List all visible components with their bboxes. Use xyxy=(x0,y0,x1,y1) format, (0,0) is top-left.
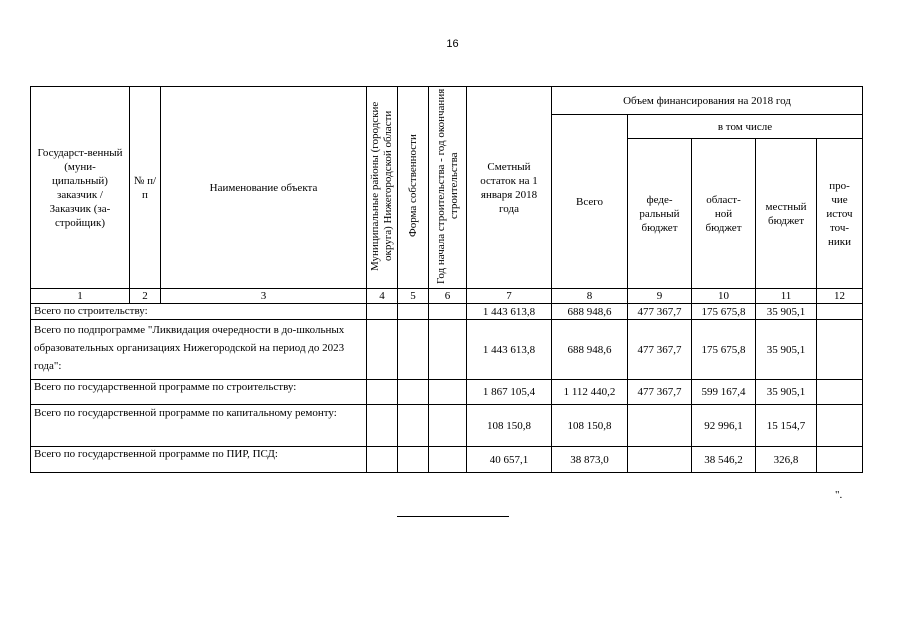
column-number: 3 xyxy=(161,289,367,304)
header-districts-cell xyxy=(367,87,398,289)
header-other: про-чие источ точ-ники xyxy=(817,139,863,289)
column-number: 8 xyxy=(552,289,628,304)
empty-cell xyxy=(367,304,398,320)
header-ownership-cell xyxy=(398,87,429,289)
column-number: 2 xyxy=(130,289,161,304)
empty-cell xyxy=(429,447,467,473)
header-years-cell xyxy=(429,87,467,289)
column-number: 5 xyxy=(398,289,429,304)
cell-regional: 175 675,8 xyxy=(692,304,756,320)
cell-regional: 92 996,1 xyxy=(692,405,756,447)
cell-estimate: 40 657,1 xyxy=(467,447,552,473)
header-federal: феде-ральный бюджет xyxy=(628,139,692,289)
empty-cell xyxy=(429,405,467,447)
header-customer: Государст-венный (муни-ципальный) заказчик / Заказчик (за-стройщик) xyxy=(31,87,130,289)
cell-other xyxy=(817,447,863,473)
empty-cell xyxy=(367,380,398,405)
table-row xyxy=(31,447,863,473)
column-number: 12 xyxy=(817,289,863,304)
cell-local: 35 905,1 xyxy=(756,304,817,320)
header-local: местный бюджет xyxy=(756,139,817,289)
cell-estimate: 108 150,8 xyxy=(467,405,552,447)
header-regional: област-ной бюджет xyxy=(692,139,756,289)
empty-cell xyxy=(367,320,398,380)
empty-cell xyxy=(398,304,429,320)
cell-total: 688 948,6 xyxy=(552,320,628,380)
column-number: 6 xyxy=(429,289,467,304)
cell-total: 688 948,6 xyxy=(552,304,628,320)
cell-federal: 477 367,7 xyxy=(628,320,692,380)
empty-cell xyxy=(429,380,467,405)
header-number: № п/п xyxy=(130,87,161,289)
page-number: 16 xyxy=(446,38,459,50)
cell-regional: 175 675,8 xyxy=(692,320,756,380)
cell-total: 1 112 440,2 xyxy=(552,380,628,405)
row-label: Всего по подпрограмме "Ликвидация очередности в до-школьных образовательных организациях Нижегородской на период до 2023 года": xyxy=(31,320,367,380)
column-number: 1 xyxy=(31,289,130,304)
cell-total: 38 873,0 xyxy=(552,447,628,473)
empty-cell xyxy=(398,320,429,380)
cell-estimate: 1 443 613,8 xyxy=(467,320,552,380)
cell-local: 326,8 xyxy=(756,447,817,473)
empty-cell xyxy=(398,405,429,447)
header-total: Всего xyxy=(552,115,628,289)
cell-estimate: 1 867 105,4 xyxy=(467,380,552,405)
closing-quote: ". xyxy=(835,489,843,501)
cell-federal: 477 367,7 xyxy=(628,380,692,405)
column-number: 9 xyxy=(628,289,692,304)
header-funding: Объем финансирования на 2018 год xyxy=(552,87,863,115)
header-including: в том числе xyxy=(628,115,863,139)
header-districts: Муниципальные районы (городские округа) Нижегородской области xyxy=(369,100,394,271)
empty-cell xyxy=(429,304,467,320)
empty-cell xyxy=(398,447,429,473)
column-number: 4 xyxy=(367,289,398,304)
column-number: 11 xyxy=(756,289,817,304)
header-years: Год начала строительства - год окончания строительства xyxy=(434,87,460,284)
cell-total: 108 150,8 xyxy=(552,405,628,447)
cell-federal xyxy=(628,405,692,447)
table-row xyxy=(31,320,863,380)
cell-federal xyxy=(628,447,692,473)
empty-cell xyxy=(367,447,398,473)
table-row xyxy=(31,380,863,405)
empty-cell xyxy=(429,320,467,380)
empty-cell xyxy=(398,380,429,405)
row-label: Всего по строительству: xyxy=(31,304,367,320)
header-ownership: Форма собственности xyxy=(406,134,419,237)
financing-table xyxy=(30,86,863,473)
cell-estimate: 1 443 613,8 xyxy=(467,304,552,320)
cell-other xyxy=(817,304,863,320)
table-row xyxy=(31,304,863,320)
cell-other xyxy=(817,405,863,447)
cell-regional: 599 167,4 xyxy=(692,380,756,405)
cell-local: 35 905,1 xyxy=(756,380,817,405)
cell-local: 35 905,1 xyxy=(756,320,817,380)
column-number: 7 xyxy=(467,289,552,304)
row-label: Всего по государственной программе по строительству: xyxy=(31,380,367,405)
empty-cell xyxy=(367,405,398,447)
row-label: Всего по государственной программе по капитальному ремонту: xyxy=(31,405,367,447)
cell-regional: 38 546,2 xyxy=(692,447,756,473)
cell-local: 15 154,7 xyxy=(756,405,817,447)
column-number: 10 xyxy=(692,289,756,304)
cell-other xyxy=(817,320,863,380)
cell-federal: 477 367,7 xyxy=(628,304,692,320)
table-row xyxy=(31,405,863,447)
cell-other xyxy=(817,380,863,405)
header-estimate: Сметный остаток на 1 января 2018 года xyxy=(467,87,552,289)
footnote-separator-line xyxy=(397,516,509,517)
header-object-name: Наименование объекта xyxy=(161,87,367,289)
row-label: Всего по государственной программе по ПИР, ПСД: xyxy=(31,447,367,473)
